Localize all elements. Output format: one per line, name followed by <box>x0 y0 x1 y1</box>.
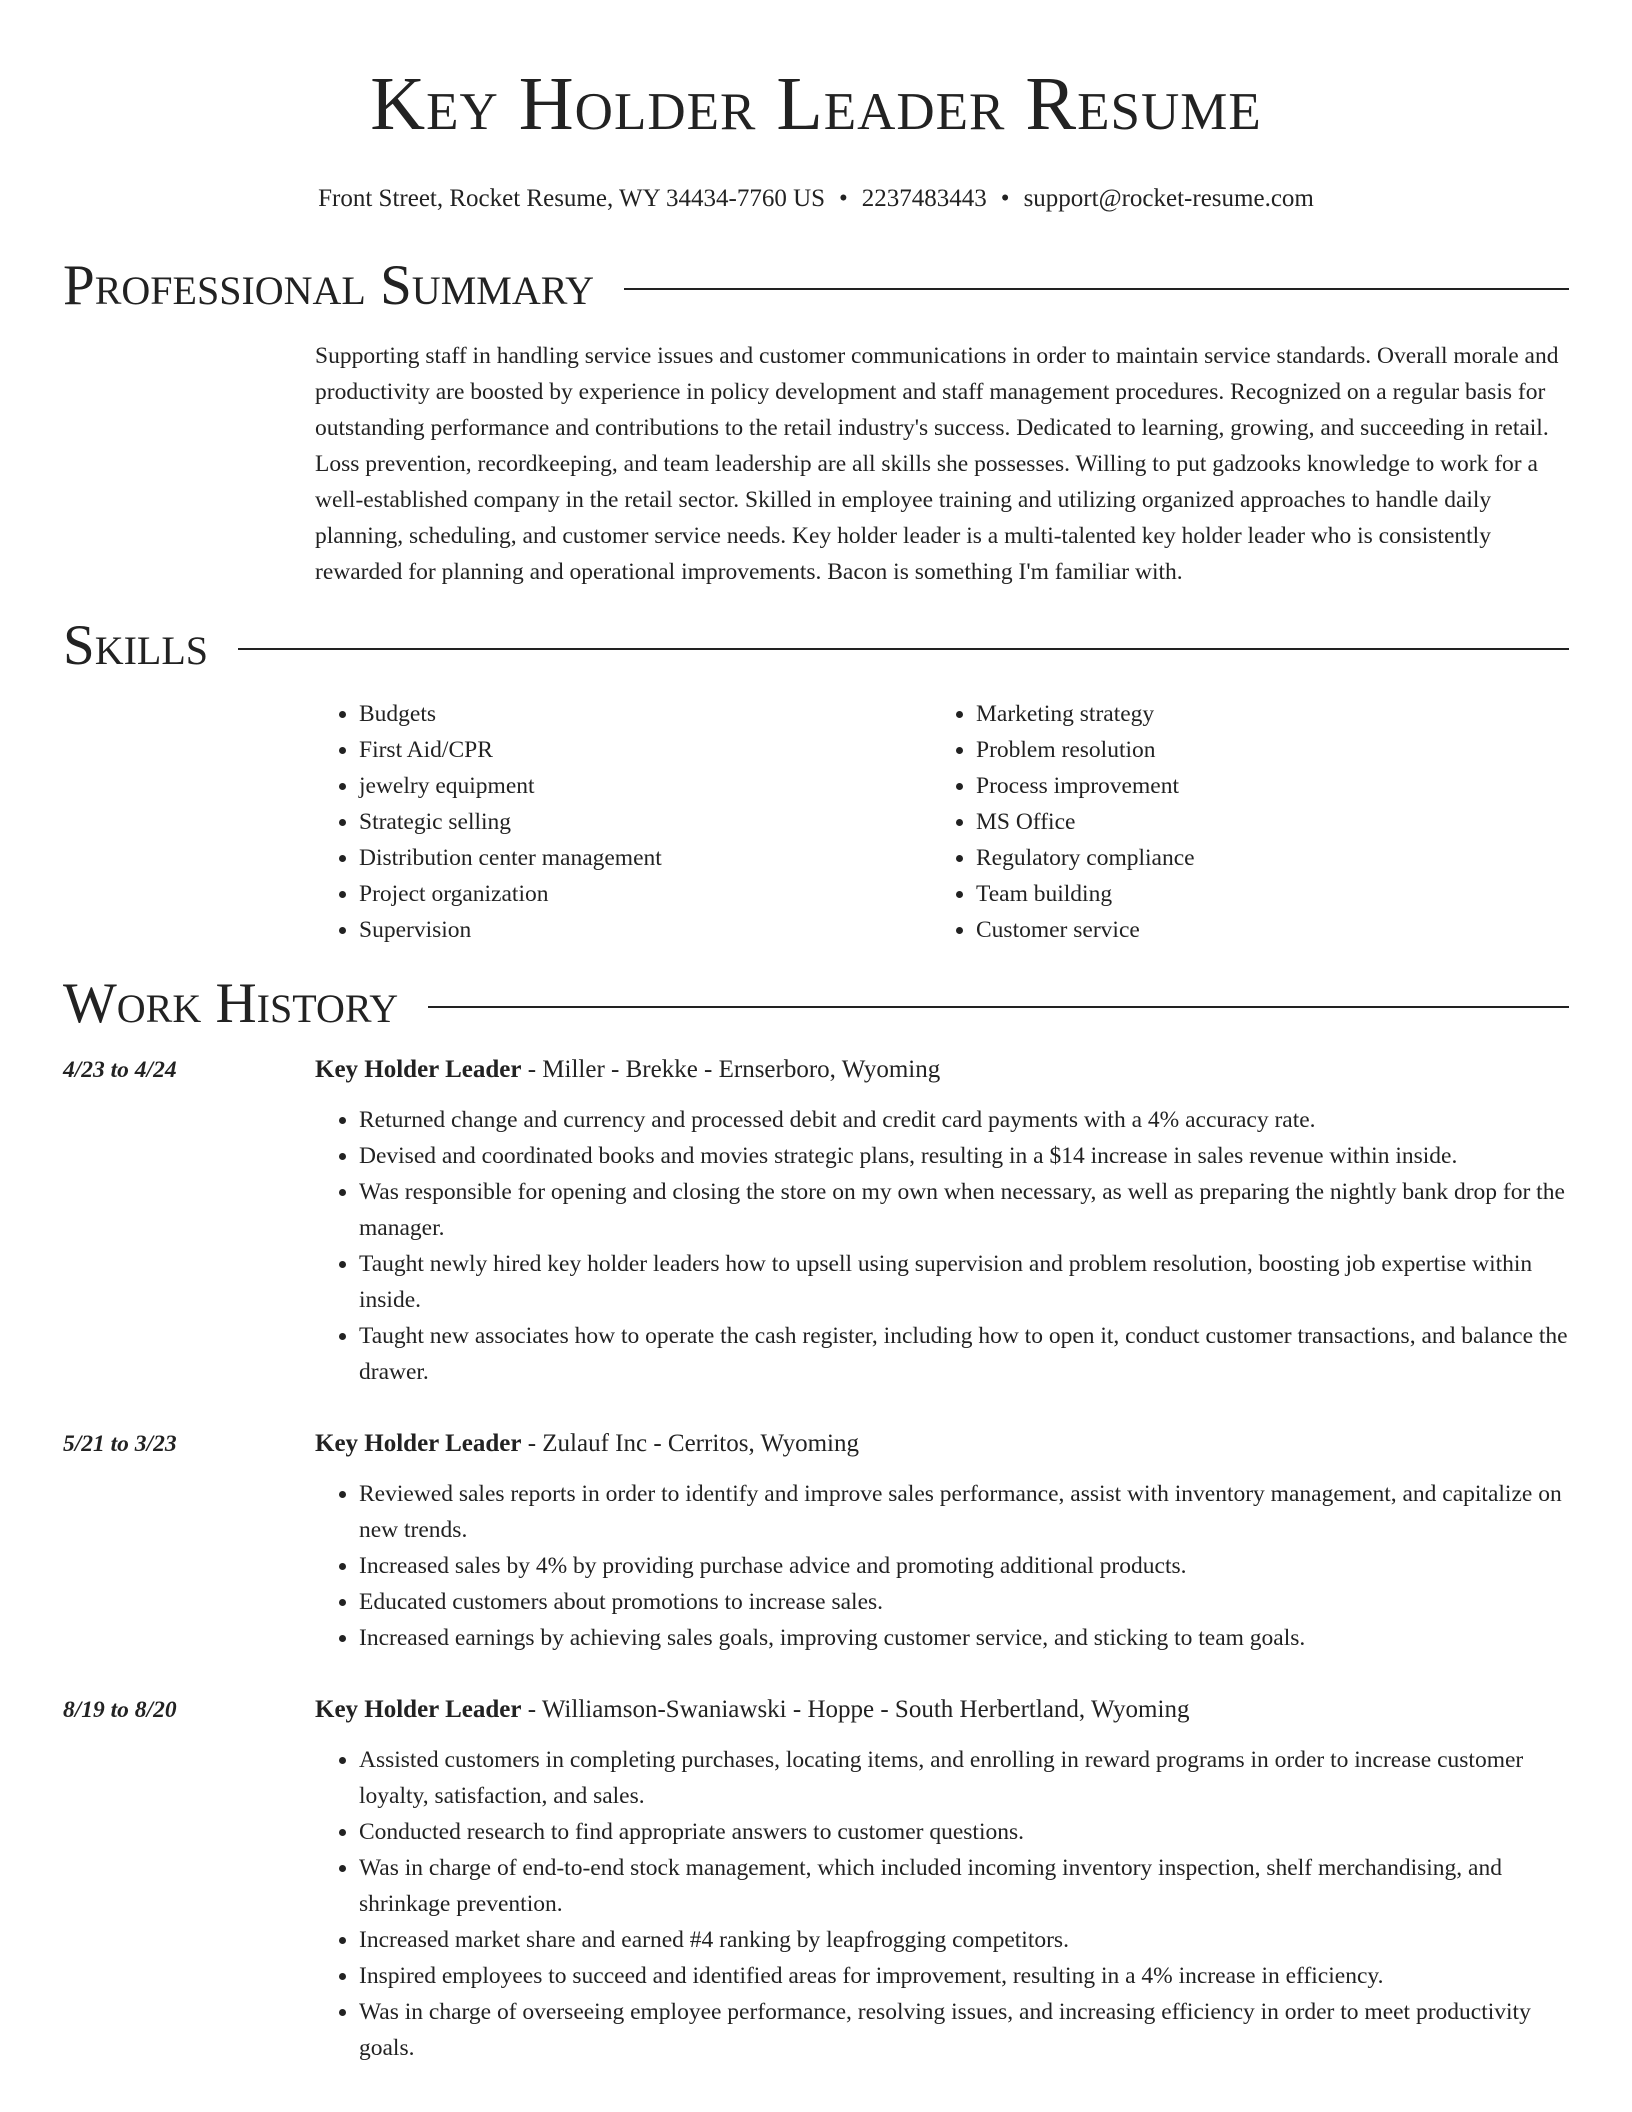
contact-separator: • <box>1000 185 1010 212</box>
job-employer: - Zulauf Inc - Cerritos, Wyoming <box>521 1430 859 1457</box>
skills-column-left <box>315 696 932 948</box>
job-bullet: • Reviewed sales reports in order to identify and improve sales performance, assist with inventory management, and capitalize on new trends. <box>359 1476 1569 1548</box>
job-body <box>315 1426 1569 1656</box>
job-body <box>315 1052 1569 1390</box>
skills-section-header <box>63 616 1569 676</box>
job-bullet: • Increased sales by 4% by providing purchase advice and promoting additional products. <box>359 1548 1569 1584</box>
job-bullet: • Was responsible for opening and closing the store on my own when necessary, as well as preparing the nightly bank drop for the manager. <box>359 1174 1569 1246</box>
job-bullet: • Taught newly hired key holder leaders how to upsell using supervision and problem resolution, boosting job expertise within inside. <box>359 1246 1569 1318</box>
skill-item: • Customer service <box>976 912 1549 948</box>
summary-heading: Professional Summary <box>63 254 595 317</box>
skill-item: • MS Office <box>976 804 1549 840</box>
work-history-list <box>63 1052 1569 2066</box>
job-entry <box>63 1052 1569 1390</box>
skill-item: • Budgets <box>359 696 932 732</box>
job-bullet: • Returned change and currency and processed debit and credit card payments with a 4% accuracy rate. <box>359 1102 1569 1138</box>
job-bullet: • Conducted research to find appropriate answers to customer questions. <box>359 1814 1569 1850</box>
job-dates: 4/23 to 4/24 <box>63 1057 177 1083</box>
job-bullet: • Increased earnings by achieving sales goals, improving customer service, and sticking to team goals. <box>359 1620 1569 1656</box>
contact-email: support@rocket-resume.com <box>1023 185 1314 212</box>
job-title: Key Holder Leader <box>315 1430 522 1457</box>
job-bullet: • Was in charge of overseeing employee performance, resolving issues, and increasing efficiency in order to meet productivity goals. <box>359 1994 1569 2066</box>
resume-title: Key Holder Leader Resume <box>370 62 1262 146</box>
skill-item: • jewelry equipment <box>359 768 932 804</box>
skill-item: • Project organization <box>359 876 932 912</box>
skill-item: • Distribution center management <box>359 840 932 876</box>
job-body <box>315 1692 1569 2066</box>
contact-address: Front Street, Rocket Resume, WY 34434-7760 US <box>318 185 826 212</box>
skill-item: • Supervision <box>359 912 932 948</box>
job-employer: - Williamson-Swaniawski - Hoppe - South Herbertland, Wyoming <box>521 1696 1190 1723</box>
job-bullet: • Taught new associates how to operate the cash register, including how to open it, conduct customer transactions, and balance the drawer. <box>359 1318 1569 1390</box>
job-employer: - Miller - Brekke - Ernserboro, Wyoming <box>521 1056 941 1083</box>
job-title: Key Holder Leader <box>315 1696 522 1723</box>
summary-text: Supporting staff in handling service issues and customer communications in order to maintain service standards. Overall morale and productivity are boosted by experience in policy development and staff management procedures. Recognized on a regular basis for outstanding performance and contributions to the retail industry's success. Dedicated to learning, growing, and succeeding in retail. Loss prevention, recordkeeping, and team leadership are all skills she possesses. Willing to put gadzooks knowledge to work for a well-established company in the retail sector. Skilled in employee training and utilizing organized approaches to handle daily planning, scheduling, and customer service needs. Key holder leader is a multi-talented key holder leader who is consistently rewarded for planning and operational improvements. Bacon is something I'm familiar with. <box>315 343 1559 585</box>
skill-item: • Problem resolution <box>976 732 1549 768</box>
skill-item: • Team building <box>976 876 1549 912</box>
skills-heading: Skills <box>63 614 209 677</box>
job-dates: 8/19 to 8/20 <box>63 1697 177 1723</box>
section-divider <box>428 1006 1569 1008</box>
job-heading <box>315 1692 1569 1728</box>
job-heading <box>315 1052 1569 1088</box>
job-entry <box>63 1692 1569 2066</box>
skill-item: • Marketing strategy <box>976 696 1549 732</box>
job-title: Key Holder Leader <box>315 1056 522 1083</box>
summary-section-header <box>63 256 1569 316</box>
contact-line <box>63 184 1569 214</box>
job-entry <box>63 1426 1569 1656</box>
job-bullet: • Devised and coordinated books and movies strategic plans, resulting in a $14 increase in sales revenue within inside. <box>359 1138 1569 1174</box>
skill-item: • First Aid/CPR <box>359 732 932 768</box>
job-bullet: • Increased market share and earned #4 ranking by leapfrogging competitors. <box>359 1922 1569 1958</box>
job-dates: 5/21 to 3/23 <box>63 1431 177 1457</box>
contact-phone: 2237483443 <box>861 185 987 212</box>
work-heading: Work History <box>63 972 399 1035</box>
job-bullets <box>315 1476 1569 1656</box>
contact-separator: • <box>839 185 848 212</box>
work-section-header <box>63 974 1569 1034</box>
job-bullets <box>315 1742 1569 2066</box>
section-divider <box>624 288 1569 290</box>
job-bullet: • Was in charge of end-to-end stock management, which included incoming inventory inspection, shelf merchandising, and shrinkage prevention. <box>359 1850 1569 1922</box>
skill-item: • Process improvement <box>976 768 1549 804</box>
job-bullet: • Assisted customers in completing purchases, locating items, and enrolling in reward programs in order to increase customer loyalty, satisfaction, and sales. <box>359 1742 1569 1814</box>
job-heading <box>315 1426 1569 1462</box>
skill-item: • Strategic selling <box>359 804 932 840</box>
job-bullet: • Inspired employees to succeed and identified areas for improvement, resulting in a 4% increase in efficiency. <box>359 1958 1569 1994</box>
skills-column-right <box>932 696 1549 948</box>
job-bullets <box>315 1102 1569 1390</box>
job-bullet: • Educated customers about promotions to increase sales. <box>359 1584 1569 1620</box>
section-divider <box>238 648 1569 650</box>
skills-list <box>315 696 1569 948</box>
skill-item: • Regulatory compliance <box>976 840 1549 876</box>
